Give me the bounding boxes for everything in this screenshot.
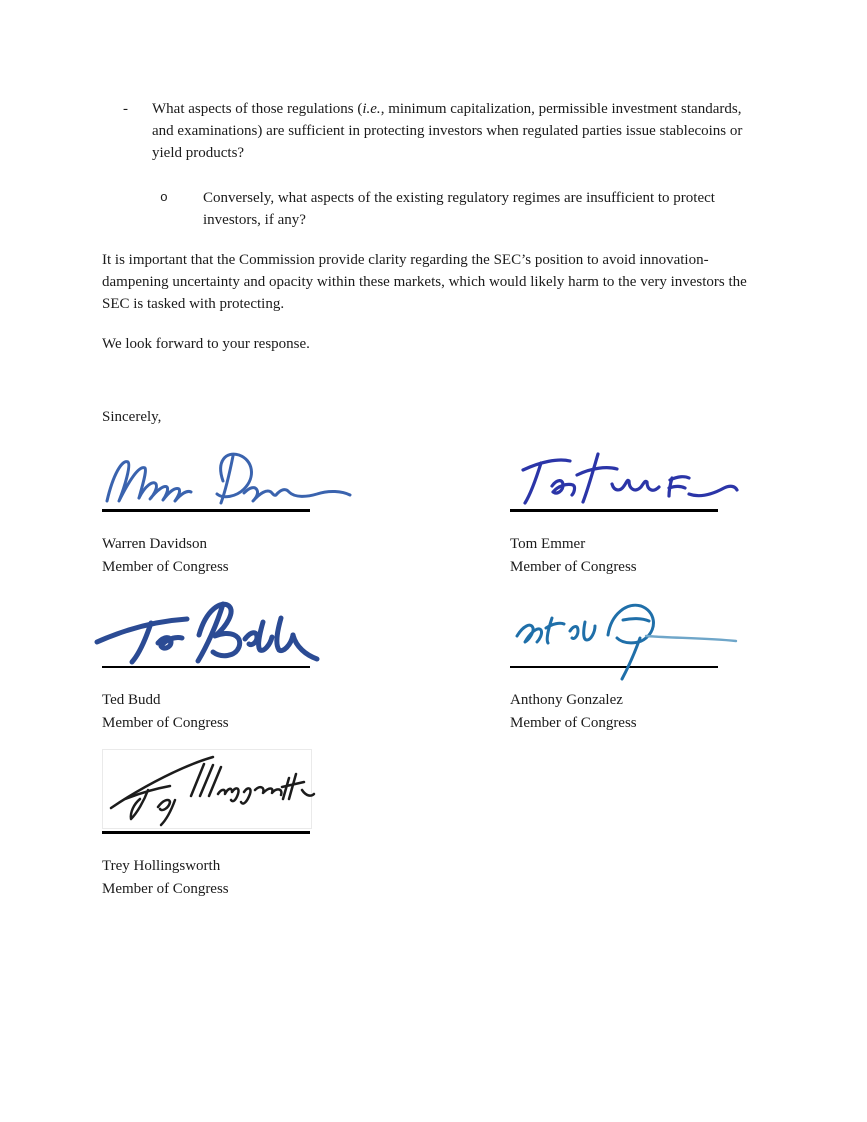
sub-bullet-text: Conversely, what aspects of the existing regulatory regimes are insufficient to protect investors, if any? [203, 190, 715, 228]
signer-title: Member of Congress [102, 715, 229, 731]
latin-abbrev-italic: i.e. [362, 101, 381, 117]
body-paragraph-commission-clarity: It is important that the Commission provide clarity regarding the SEC’s position to avoid innovation-dampening uncertainty and opacity within these markets, which would likely harm to the very investors the SEC is tasked with protecting. [102, 252, 747, 312]
signer-name: Warren Davidson [102, 535, 208, 552]
sub-bullet-item-conversely [160, 187, 769, 231]
signature-image-tom-emmer [510, 449, 720, 507]
anthony-gonzalez-signature-icon [510, 598, 745, 683]
signature-block-warren-davidson [102, 449, 312, 578]
dash-bullet-marker: - [123, 101, 128, 117]
trey-hollingsworth-signature-icon [103, 750, 318, 830]
signer-name: Ted Budd [102, 692, 161, 708]
signer-name: Anthony Gonzalez [510, 692, 623, 708]
signature-block-ted-budd [102, 598, 312, 735]
warren-davidson-signature-icon [102, 449, 352, 511]
ted-budd-signature-icon [94, 598, 324, 666]
signature-image-trey-hollingsworth [102, 749, 312, 829]
signature-image-anthony-gonzalez [510, 598, 720, 664]
signature-image-warren-davidson [102, 449, 312, 507]
signature-line [510, 509, 718, 512]
signer-title: Member of Congress [102, 880, 229, 897]
signature-line [102, 831, 310, 834]
signature-line [102, 666, 310, 669]
signer-name: Tom Emmer [510, 535, 586, 552]
tom-emmer-signature-icon [510, 449, 745, 507]
body-paragraph-look-forward: We look forward to your response. [102, 336, 310, 352]
signer-title: Member of Congress [510, 715, 637, 731]
signature-row-2 [102, 598, 769, 735]
signer-title: Member of Congress [510, 558, 637, 575]
signature-block-anthony-gonzalez [510, 598, 720, 735]
signer-name: Trey Hollingsworth [102, 857, 221, 874]
o-bullet-marker: o [160, 190, 168, 205]
signature-block-trey-hollingsworth [102, 749, 312, 900]
closing-salutation: Sincerely, [102, 409, 162, 425]
signature-image-ted-budd [102, 598, 312, 664]
bullet-item-regulations [123, 98, 769, 164]
signature-block-tom-emmer [510, 449, 720, 578]
signature-row-1 [102, 449, 769, 578]
signature-row-3 [102, 749, 769, 900]
signer-title: Member of Congress [102, 558, 229, 575]
bullet-text: What aspects of those regulations (i.e., minimum capitalization, permissible investment standards, and examinations) are sufficient in protecting investors when regulated parties issue stablecoins or yield products? [152, 101, 743, 161]
